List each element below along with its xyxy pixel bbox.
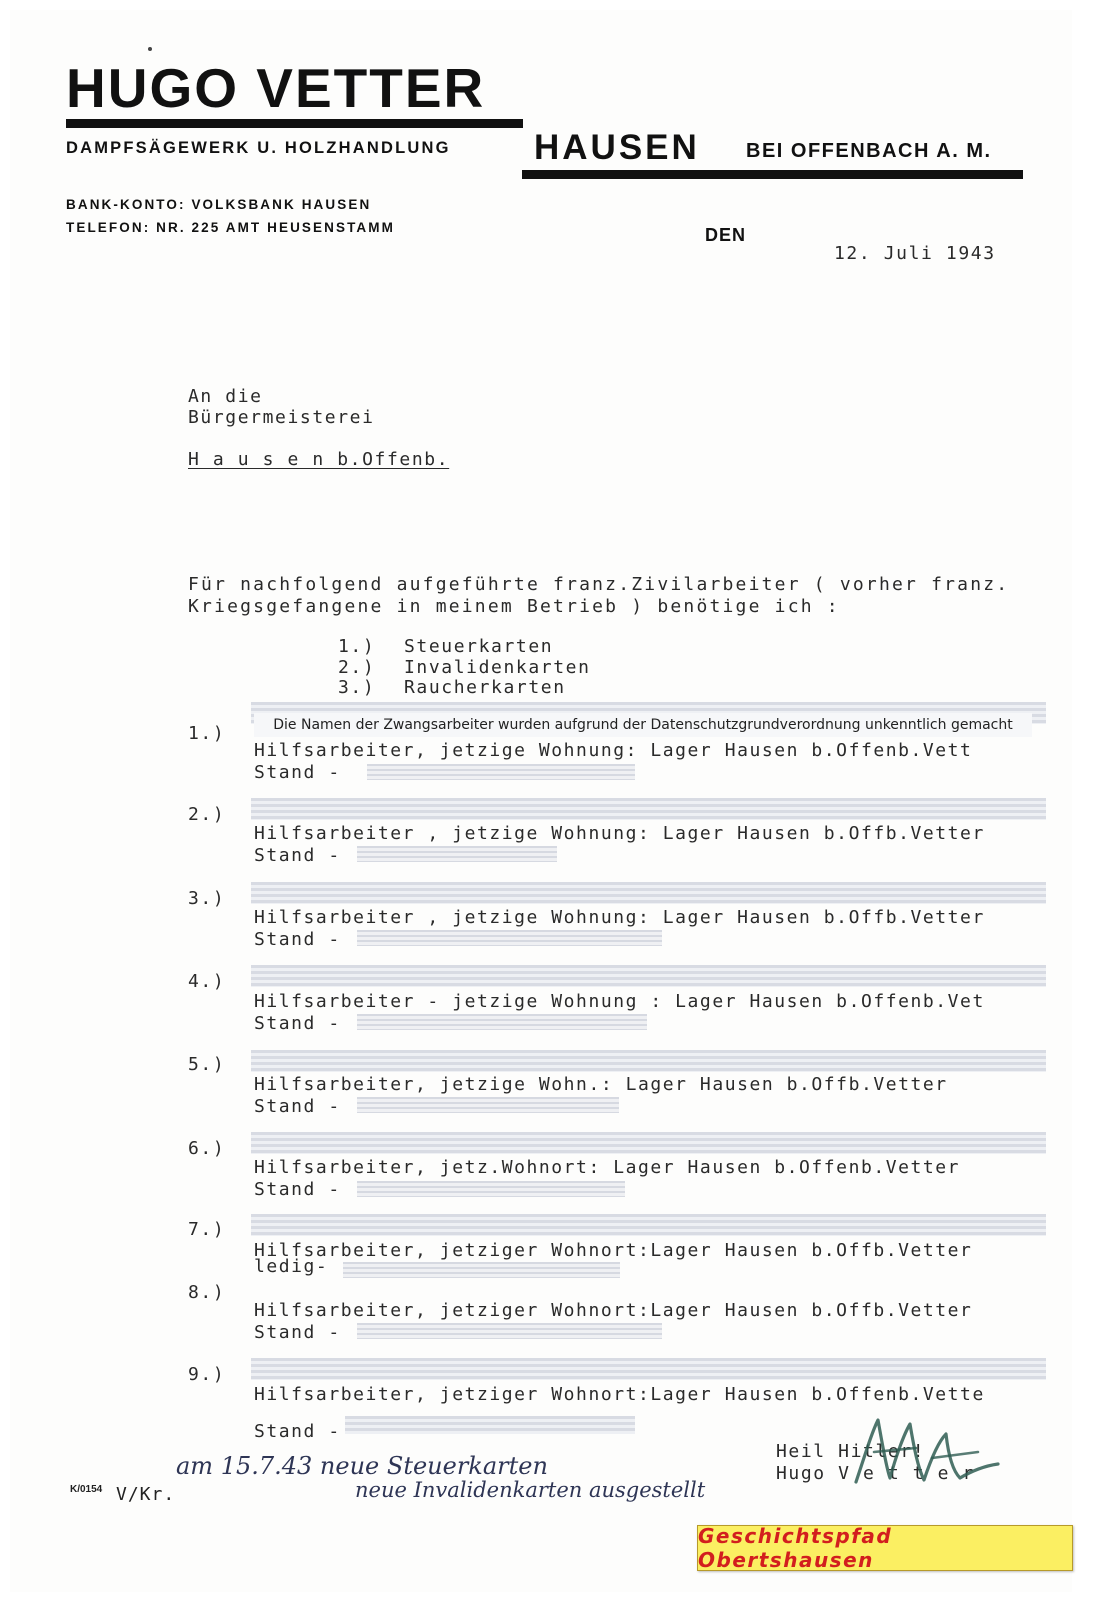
name-redaction [251, 965, 1046, 987]
worker-number: 8.) [188, 1282, 226, 1303]
worker-line: Hilfsarbeiter - jetzige Wohnung : Lager Hausen b.Offenb.Vet [254, 991, 985, 1012]
letterhead-rule-bottom [522, 170, 1023, 179]
worker-status: Stand - [254, 1421, 341, 1442]
ink-dot [148, 47, 152, 51]
intro-line-1: Für nachfolgend aufgeführte franz.Zivilarbeiter ( vorher franz. [188, 574, 1010, 595]
source-badge-label: Geschichtspfad Obertshausen [698, 1524, 893, 1572]
handwritten-note-line-2: neue Invalidenkarten ausgestellt [355, 1478, 706, 1502]
letter-date: 12. Juli 1943 [834, 243, 996, 264]
reference-initials: V/Kr. [116, 1484, 176, 1505]
archive-code: K/0154 [70, 1484, 103, 1495]
recipient-line-2: Bürgermeisterei [188, 407, 375, 428]
worker-line: Hilfsarbeiter, jetziger Wohnort:Lager Hausen b.Offb.Vetter [254, 1300, 973, 1321]
name-redaction [251, 1214, 1046, 1236]
letterhead-rule-top [66, 119, 523, 128]
status-redaction [357, 1181, 625, 1197]
privacy-notice: Die Namen der Zwangsarbeiter wurden aufgrund der Datenschutzgrundverordnung unkenntlich gemacht [254, 713, 1032, 737]
status-redaction [357, 1097, 619, 1113]
recipient-line-1: An die [188, 386, 263, 407]
name-redaction [251, 798, 1046, 820]
worker-number: 9.) [188, 1364, 226, 1385]
recipient-line-3: H a u s e n b.Offenb. [188, 449, 450, 470]
city-suffix: BEI OFFENBACH A. M. [746, 140, 992, 162]
worker-number: 2.) [188, 804, 226, 825]
need-label: Raucherkarten [404, 677, 566, 698]
handwritten-note-line-1: am 15.7.43 neue Steuerkarten [176, 1452, 548, 1480]
status-redaction [357, 930, 662, 946]
need-num: 1.) [338, 636, 376, 657]
worker-status: Stand - [254, 1096, 341, 1117]
bank-account: BANK-KONTO: VOLKSBANK HAUSEN [66, 197, 372, 212]
worker-line: Hilfsarbeiter , jetzige Wohnung: Lager Hausen b.Offb.Vetter [254, 823, 985, 844]
worker-status: Stand - [254, 1179, 341, 1200]
worker-status: Stand - [254, 1322, 341, 1343]
name-redaction [251, 1050, 1046, 1072]
closing-greeting: Heil Hitler! [776, 1441, 926, 1462]
worker-number: 5.) [188, 1054, 226, 1075]
need-label: Invalidenkarten [404, 657, 591, 678]
worker-number: 4.) [188, 971, 226, 992]
status-redaction [367, 764, 635, 780]
status-redaction [343, 1262, 620, 1278]
worker-number: 6.) [188, 1138, 226, 1159]
worker-line: Hilfsarbeiter , jetzige Wohnung: Lager Hausen b.Offb.Vetter [254, 907, 985, 928]
name-redaction [251, 882, 1046, 904]
name-redaction [251, 1358, 1046, 1380]
status-redaction [357, 846, 557, 862]
handwritten-signature [848, 1412, 1006, 1494]
worker-status: Stand - [254, 929, 341, 950]
worker-number: 7.) [188, 1219, 226, 1240]
city-name: HAUSEN [534, 128, 700, 167]
worker-line: Hilfsarbeiter, jetz.Wohnort: Lager Hausen b.Offenb.Vetter [254, 1157, 961, 1178]
worker-status: ledig- [254, 1256, 329, 1277]
signer-name: Hugo V e t t e r [776, 1463, 975, 1484]
need-label: Steuerkarten [404, 636, 554, 657]
date-label: DEN [705, 225, 747, 245]
phone-number: TELEFON: NR. 225 AMT HEUSENSTAMM [66, 220, 395, 235]
worker-line: Hilfsarbeiter, jetzige Wohn.: Lager Hausen b.Offb.Vetter [254, 1074, 948, 1095]
worker-line: Hilfsarbeiter, jetzige Wohnung: Lager Hausen b.Offenb.Vett [254, 740, 973, 761]
worker-line: Hilfsarbeiter, jetziger Wohnort:Lager Hausen b.Offb.Vetter [254, 1240, 973, 1261]
worker-number: 1.) [188, 723, 226, 744]
worker-line: Hilfsarbeiter, jetziger Wohnort:Lager Hausen b.Offenb.Vette [254, 1384, 985, 1405]
status-redaction [357, 1323, 662, 1339]
worker-number: 3.) [188, 888, 226, 909]
need-num: 2.) [338, 657, 376, 678]
source-badge [697, 1525, 1073, 1571]
worker-status: Stand - [254, 1013, 341, 1034]
worker-status: Stand - [254, 845, 341, 866]
name-redaction [251, 1132, 1046, 1154]
business-line: DAMPFSÄGEWERK U. HOLZHANDLUNG [66, 139, 451, 157]
need-num: 3.) [338, 677, 376, 698]
worker-status: Stand - [254, 762, 341, 783]
firm-name: HUGO VETTER [66, 57, 486, 119]
intro-line-2: Kriegsgefangene in meinem Betrieb ) benötige ich : [188, 596, 840, 617]
status-redaction [357, 1014, 647, 1030]
status-redaction [345, 1416, 635, 1434]
